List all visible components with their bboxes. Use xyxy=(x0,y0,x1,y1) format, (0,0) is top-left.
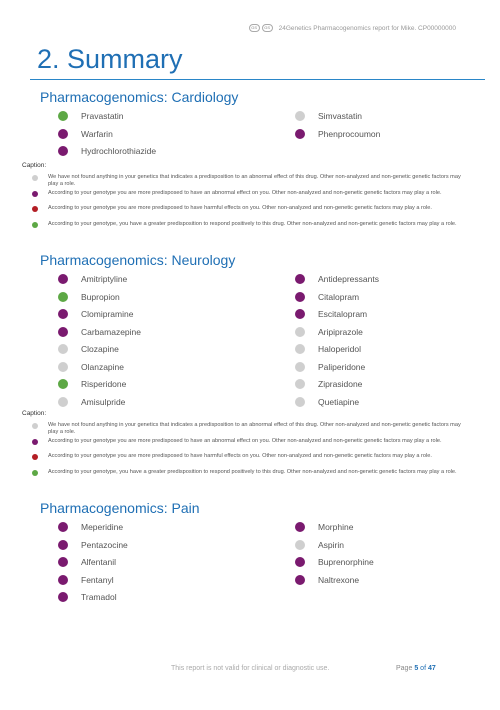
drug-name: Alfentanil xyxy=(81,557,116,567)
drug-name: Hydrochlorothiazide xyxy=(81,146,157,156)
status-dot-grey xyxy=(295,540,305,550)
drug-name: Quetiapine xyxy=(318,396,360,407)
status-dot-purple xyxy=(295,309,305,319)
drug-name: Risperidone xyxy=(81,379,127,389)
status-dot-grey xyxy=(295,379,305,389)
drug-item-tramadol xyxy=(58,592,117,602)
status-dot-purple xyxy=(58,309,68,319)
drug-name: Buprenorphine xyxy=(318,557,374,567)
drug-item-clozapine xyxy=(58,344,119,354)
drug-name: Fentanyl xyxy=(81,574,114,585)
caption-text: According to your genotype, you have a greater predisposition to respond positively to this drug. Other non-analyzed and non-genetic genetic factors may play a role. xyxy=(48,469,457,475)
drug-item-aripiprazole xyxy=(295,327,363,337)
drug-name: Pravastatin xyxy=(81,111,124,121)
drug-name: Clozapine xyxy=(81,344,119,354)
drug-item-olanzapine xyxy=(58,362,124,372)
drug-name: Antidepressants xyxy=(318,274,379,284)
drug-item-carbamazepine xyxy=(58,327,141,337)
drug-item-aspirin xyxy=(295,540,344,550)
drug-name: Morphine xyxy=(318,522,354,532)
drug-item-buprenorphine xyxy=(295,557,374,567)
drug-name: Meperidine xyxy=(81,522,124,532)
status-dot-grey xyxy=(58,344,68,354)
status-dot-purple xyxy=(295,557,305,567)
legend-dot-red xyxy=(32,454,38,460)
drug-name: Carbamazepine xyxy=(81,326,142,337)
drug-item-hydrochlorothiazide xyxy=(58,146,156,156)
drug-item-citalopram xyxy=(295,292,359,302)
status-dot-purple xyxy=(58,327,68,337)
report-header xyxy=(249,24,456,32)
status-dot-purple xyxy=(295,575,305,585)
drug-item-haloperidol xyxy=(295,344,361,354)
drug-name: Haloperidol xyxy=(318,344,361,354)
status-dot-purple xyxy=(58,146,68,156)
legend-dot-red xyxy=(32,206,38,212)
caption-text: We have not found anything in your genetics that indicates a predisposition to an abnormal effect of this drug. Other non-analyzed and non-genetic genetic factors may play a role. xyxy=(48,174,461,188)
section-title-cardiology: Pharmacogenomics: Cardiology xyxy=(40,89,239,105)
drug-item-simvastatin xyxy=(295,111,362,121)
status-dot-purple xyxy=(295,129,305,139)
status-dot-grey xyxy=(295,362,305,372)
status-dot-green xyxy=(58,292,68,302)
caption-item-grey xyxy=(32,422,472,437)
caption-item-purple xyxy=(32,190,472,197)
caption-text: According to your genotype you are more predisposed to have harmful effects on you. Other non-analyzed and non-genetic genetic factors may play a role. xyxy=(48,205,432,211)
caption-text: We have not found anything in your genetics that indicates a predisposition to an abnormal effect of this drug. Other non-analyzed and non-genetic genetic factors may play a role. xyxy=(48,422,461,436)
status-dot-purple xyxy=(58,522,68,532)
status-dot-purple xyxy=(58,274,68,284)
status-dot-green xyxy=(58,111,68,121)
drug-item-bupropion xyxy=(58,292,120,302)
status-dot-purple xyxy=(295,292,305,302)
drug-item-naltrexone xyxy=(295,575,359,585)
drug-name: Tramadol xyxy=(81,592,117,602)
page-of: of xyxy=(420,665,427,672)
caption-text: According to your genotype you are more predisposed to have an abnormal effect on you. Other non-analyzed and non-genetic genetic factors may play a role. xyxy=(48,438,442,444)
section-title-pain: Pharmacogenomics: Pain xyxy=(40,500,200,516)
caption-text: According to your genotype you are more predisposed to have an abnormal effect on you. Other non-analyzed and non-genetic genetic factors may play a role. xyxy=(48,190,442,196)
legend-dot-green xyxy=(32,222,38,228)
drug-name: Citalopram xyxy=(318,291,360,302)
logo-mark-left: GS xyxy=(249,24,260,32)
drug-item-amisulpride xyxy=(58,397,125,407)
status-dot-purple xyxy=(295,522,305,532)
status-dot-grey xyxy=(295,327,305,337)
drug-name: Pentazocine xyxy=(81,539,128,550)
drug-item-escitalopram xyxy=(295,309,367,319)
drug-item-warfarin xyxy=(58,129,113,139)
status-dot-grey xyxy=(295,111,305,121)
logo xyxy=(249,24,273,32)
logo-mark-right: GS xyxy=(262,24,273,32)
caption-item-red xyxy=(32,205,472,212)
drug-item-alfentanil xyxy=(58,557,116,567)
status-dot-grey xyxy=(295,397,305,407)
drug-name: Aspirin xyxy=(318,539,344,550)
status-dot-purple xyxy=(58,575,68,585)
drug-item-fentanyl xyxy=(58,575,114,585)
caption-item-green xyxy=(32,469,472,476)
drug-item-quetiapine xyxy=(295,397,359,407)
status-dot-purple xyxy=(295,274,305,284)
page-number xyxy=(396,665,436,672)
status-dot-green xyxy=(58,379,68,389)
caption-label: Caption: xyxy=(22,162,47,169)
drug-item-pentazocine xyxy=(58,540,128,550)
header-text: 24Genetics Pharmacogenomics report for Mike. CP00000000 xyxy=(278,24,456,32)
caption-label: Caption: xyxy=(22,410,47,417)
drug-name: Olanzapine xyxy=(81,361,125,372)
legend-dot-grey xyxy=(32,175,38,181)
status-dot-purple xyxy=(58,540,68,550)
status-dot-grey xyxy=(295,344,305,354)
caption-text: According to your genotype you are more predisposed to have harmful effects on you. Other non-analyzed and non-genetic genetic factors may play a role. xyxy=(48,453,432,459)
drug-item-ziprasidone xyxy=(295,379,362,389)
footer-disclaimer: This report is not valid for clinical or diagnostic use. xyxy=(171,665,330,672)
drug-name: Bupropion xyxy=(81,291,120,302)
caption-item-green xyxy=(32,221,472,228)
section-title-neurology: Pharmacogenomics: Neurology xyxy=(40,252,236,268)
drug-item-morphine xyxy=(295,522,353,532)
drug-name: Amisulpride xyxy=(81,396,126,407)
legend-dot-purple xyxy=(32,191,38,197)
caption-text: According to your genotype, you have a greater predisposition to respond positively to this drug. Other non-analyzed and non-genetic genetic factors may play a role. xyxy=(48,221,457,227)
status-dot-grey xyxy=(58,362,68,372)
page-total: 47 xyxy=(427,665,436,672)
drug-name: Ziprasidone xyxy=(318,379,363,389)
caption-item-purple xyxy=(32,438,472,445)
caption-item-red xyxy=(32,453,472,460)
title-divider xyxy=(30,79,485,80)
drug-item-antidepressants xyxy=(295,274,379,284)
drug-name: Aripiprazole xyxy=(318,326,363,337)
drug-name: Naltrexone xyxy=(318,574,360,585)
status-dot-purple xyxy=(58,592,68,602)
legend-dot-grey xyxy=(32,423,38,429)
drug-name: Escitalopram xyxy=(318,309,368,319)
drug-item-risperidone xyxy=(58,379,126,389)
drug-name: Paliperidone xyxy=(318,361,366,372)
drug-item-amitriptyline xyxy=(58,274,127,284)
caption-item-grey xyxy=(32,174,472,189)
drug-item-meperidine xyxy=(58,522,123,532)
drug-name: Phenprocoumon xyxy=(318,128,381,139)
status-dot-grey xyxy=(58,397,68,407)
drug-item-pravastatin xyxy=(58,111,124,121)
drug-item-phenprocoumon xyxy=(295,129,380,139)
page-label: Page xyxy=(396,665,413,672)
drug-name: Amitriptyline xyxy=(81,274,128,284)
page-current: 5 xyxy=(414,665,419,672)
status-dot-purple xyxy=(58,557,68,567)
drug-item-paliperidone xyxy=(295,362,365,372)
drug-name: Warfarin xyxy=(81,128,113,139)
drug-name: Simvastatin xyxy=(318,111,362,121)
page-title: 2. Summary xyxy=(37,44,183,74)
legend-dot-green xyxy=(32,470,38,476)
drug-name: Clomipramine xyxy=(81,309,134,319)
status-dot-purple xyxy=(58,129,68,139)
drug-item-clomipramine xyxy=(58,309,133,319)
legend-dot-purple xyxy=(32,439,38,445)
